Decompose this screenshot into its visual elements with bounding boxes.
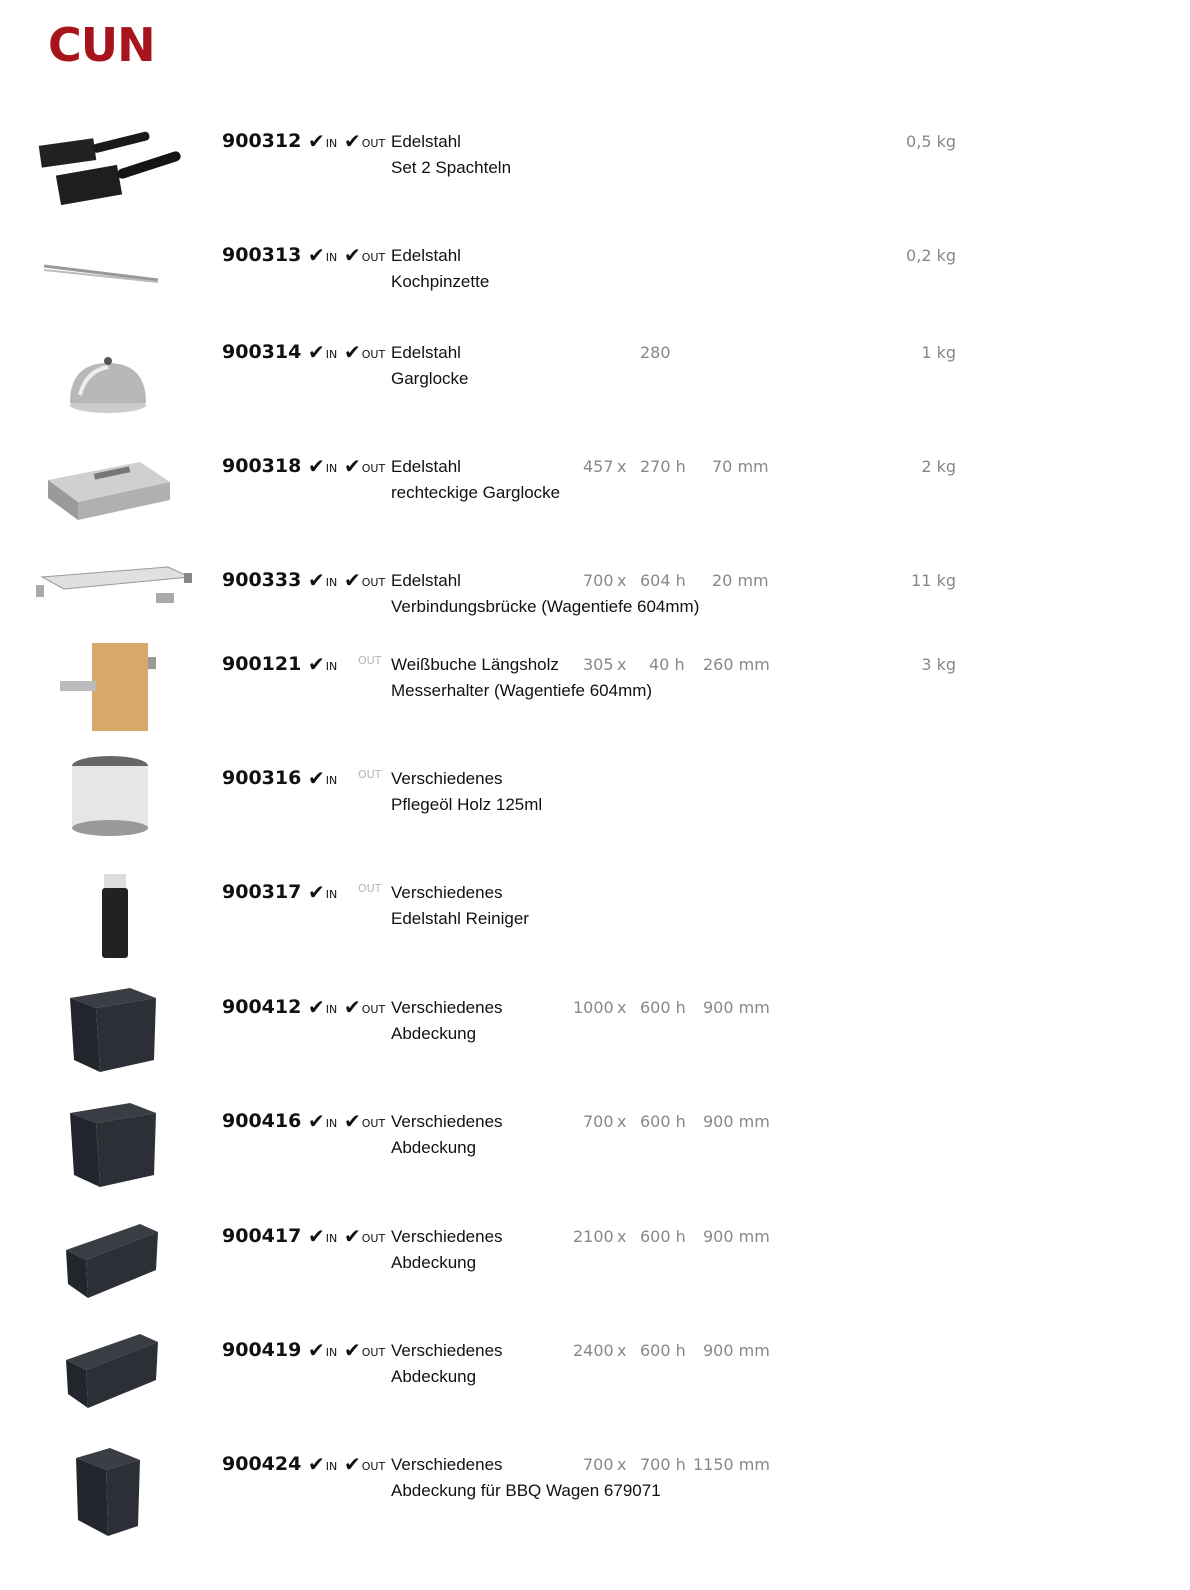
in-label: IN — [325, 1460, 338, 1473]
product-code: 900314 — [222, 341, 302, 363]
dimension-height: 40 h — [649, 655, 685, 674]
dimension-x: x — [617, 1341, 627, 1360]
in-label: IN — [325, 1232, 338, 1245]
in-flag — [308, 880, 338, 904]
dimension-x: x — [617, 1227, 627, 1246]
description: rechteckige Garglocke — [391, 483, 561, 502]
check-icon: ✔ — [344, 1452, 361, 1476]
weight: 0,5 kg — [906, 132, 956, 151]
in-flag — [308, 568, 338, 592]
material: Verschiedenes — [391, 1227, 503, 1246]
material: Verschiedenes — [391, 998, 503, 1017]
check-icon: ✔ — [344, 340, 361, 364]
dimension-width: 2100 — [573, 1227, 614, 1246]
description: Messerhalter (Wagentiefe 604mm) — [391, 681, 653, 700]
material: Edelstahl — [391, 132, 461, 151]
in-flag — [308, 652, 338, 676]
in-label: IN — [325, 1003, 338, 1016]
out-label: OUT — [361, 1346, 386, 1359]
in-label: IN — [325, 1117, 338, 1130]
out-flag — [357, 769, 381, 781]
product-image — [30, 870, 200, 970]
in-flag — [308, 340, 338, 364]
in-flag — [308, 243, 338, 267]
check-icon: ✔ — [308, 1338, 325, 1362]
check-icon: ✔ — [308, 995, 325, 1019]
in-label: IN — [325, 660, 338, 673]
out-label: OUT — [361, 348, 386, 361]
dimension-depth: 900 mm — [703, 1341, 770, 1360]
product-row — [0, 994, 1190, 1104]
out-label: OUT — [358, 768, 382, 781]
product-code: 900333 — [222, 569, 302, 591]
check-icon: ✔ — [344, 129, 361, 153]
out-flag — [344, 568, 386, 592]
in-flag — [308, 454, 338, 478]
product-row — [0, 128, 1190, 238]
dimension-depth: 1150 mm — [693, 1455, 770, 1474]
product-image — [30, 1210, 200, 1310]
material: Edelstahl — [391, 246, 461, 265]
out-label: OUT — [361, 1003, 386, 1016]
out-flag — [357, 883, 381, 895]
product-image — [30, 440, 200, 540]
check-icon: ✔ — [344, 1109, 361, 1133]
dimension-x: x — [617, 1112, 627, 1131]
in-flag — [308, 1452, 338, 1476]
check-icon: ✔ — [344, 995, 361, 1019]
dimension-width: 700 — [583, 1112, 614, 1131]
description: Abdeckung für BBQ Wagen 679071 — [391, 1481, 661, 1500]
in-flag — [308, 1338, 338, 1362]
out-label: OUT — [358, 654, 382, 667]
dimension-height: 600 h — [640, 1227, 686, 1246]
check-icon: ✔ — [344, 243, 361, 267]
product-row — [0, 651, 1190, 761]
check-icon: ✔ — [344, 1338, 361, 1362]
product-code: 900416 — [222, 1110, 302, 1132]
product-code: 900316 — [222, 767, 302, 789]
product-code: 900417 — [222, 1225, 302, 1247]
product-image — [30, 230, 200, 330]
dimension-depth: 20 mm — [712, 571, 769, 590]
product-row — [0, 1337, 1190, 1447]
dimension-depth: 900 mm — [703, 998, 770, 1017]
description: Pflegeöl Holz 125ml — [391, 795, 543, 814]
weight: 2 kg — [921, 457, 956, 476]
description: Abdeckung — [391, 1024, 477, 1043]
product-image — [30, 635, 200, 735]
product-image — [30, 1320, 200, 1420]
check-icon: ✔ — [308, 1109, 325, 1133]
out-flag — [344, 995, 386, 1019]
dimension-width: 1000 — [573, 998, 614, 1017]
weight: 1 kg — [921, 343, 956, 362]
product-image — [30, 1440, 200, 1540]
dimension-height: 600 h — [640, 1341, 686, 1360]
out-label: OUT — [361, 1460, 386, 1473]
dimension-depth: 70 mm — [712, 457, 769, 476]
out-label: OUT — [361, 1232, 386, 1245]
material: Verschiedenes — [391, 1455, 503, 1474]
product-image — [30, 980, 200, 1080]
weight: 0,2 kg — [906, 246, 956, 265]
dimension-height: 604 h — [640, 571, 686, 590]
description: Abdeckung — [391, 1367, 477, 1386]
in-label: IN — [325, 348, 338, 361]
check-icon: ✔ — [344, 1224, 361, 1248]
in-label: IN — [325, 576, 338, 589]
check-icon: ✔ — [308, 880, 325, 904]
dimension-height: 280 — [640, 343, 671, 362]
product-code: 900312 — [222, 130, 302, 152]
out-label: OUT — [361, 251, 386, 264]
description: Edelstahl Reiniger — [391, 909, 529, 928]
dimension-x: x — [617, 457, 627, 476]
description: Garglocke — [391, 369, 469, 388]
weight: 11 kg — [911, 571, 956, 590]
product-code: 900313 — [222, 244, 302, 266]
product-row — [0, 879, 1190, 989]
dimension-width: 2400 — [573, 1341, 614, 1360]
description: Abdeckung — [391, 1138, 477, 1157]
brand-logo: CUN — [48, 18, 155, 72]
dimension-x: x — [617, 1455, 627, 1474]
in-flag — [308, 995, 338, 1019]
product-row — [0, 1451, 1190, 1561]
out-flag — [357, 655, 381, 667]
check-icon: ✔ — [308, 1224, 325, 1248]
check-icon: ✔ — [308, 340, 325, 364]
product-code: 900317 — [222, 881, 302, 903]
in-label: IN — [325, 888, 338, 901]
out-flag — [344, 454, 386, 478]
description: Verbindungsbrücke (Wagentiefe 604mm) — [391, 597, 700, 616]
product-row — [0, 339, 1190, 449]
material: Edelstahl — [391, 457, 461, 476]
product-row — [0, 1223, 1190, 1333]
product-row — [0, 765, 1190, 875]
dimension-depth: 900 mm — [703, 1227, 770, 1246]
product-code: 900419 — [222, 1339, 302, 1361]
in-label: IN — [325, 1346, 338, 1359]
check-icon: ✔ — [308, 652, 325, 676]
product-code: 900318 — [222, 455, 302, 477]
check-icon: ✔ — [308, 454, 325, 478]
in-flag — [308, 766, 338, 790]
out-label: OUT — [361, 576, 386, 589]
material: Edelstahl — [391, 571, 461, 590]
in-label: IN — [325, 251, 338, 264]
out-flag — [344, 1338, 386, 1362]
out-flag — [344, 129, 386, 153]
check-icon: ✔ — [308, 243, 325, 267]
out-label: OUT — [361, 137, 386, 150]
check-icon: ✔ — [308, 129, 325, 153]
out-label: OUT — [361, 1117, 386, 1130]
material: Verschiedenes — [391, 1341, 503, 1360]
dimension-width: 700 — [583, 571, 614, 590]
dimension-width: 457 — [583, 457, 614, 476]
material: Verschiedenes — [391, 769, 503, 788]
in-flag — [308, 1224, 338, 1248]
material: Verschiedenes — [391, 883, 503, 902]
product-image — [30, 120, 200, 220]
dimension-width: 305 — [583, 655, 614, 674]
check-icon: ✔ — [308, 568, 325, 592]
product-code: 900424 — [222, 1453, 302, 1475]
out-label: OUT — [361, 462, 386, 475]
check-icon: ✔ — [344, 454, 361, 478]
dimension-height: 600 h — [640, 1112, 686, 1131]
out-flag — [344, 1109, 386, 1133]
out-flag — [344, 1224, 386, 1248]
description: Set 2 Spachteln — [391, 158, 512, 177]
out-flag — [344, 1452, 386, 1476]
out-flag — [344, 340, 386, 364]
out-flag — [344, 243, 386, 267]
check-icon: ✔ — [308, 766, 325, 790]
in-label: IN — [325, 462, 338, 475]
check-icon: ✔ — [344, 568, 361, 592]
material: Weißbuche Längsholz — [391, 655, 559, 674]
dimension-x: x — [617, 655, 627, 674]
in-flag — [308, 129, 338, 153]
in-label: IN — [325, 774, 338, 787]
product-image — [30, 335, 200, 435]
material: Verschiedenes — [391, 1112, 503, 1131]
description: Kochpinzette — [391, 272, 490, 291]
product-row — [0, 1108, 1190, 1218]
description: Abdeckung — [391, 1253, 477, 1272]
in-label: IN — [325, 137, 338, 150]
dimension-height: 600 h — [640, 998, 686, 1017]
dimension-height: 700 h — [640, 1455, 686, 1474]
material: Edelstahl — [391, 343, 461, 362]
check-icon: ✔ — [308, 1452, 325, 1476]
product-code: 900412 — [222, 996, 302, 1018]
product-row — [0, 453, 1190, 563]
dimension-x: x — [617, 571, 627, 590]
product-image — [30, 750, 200, 850]
weight: 3 kg — [921, 655, 956, 674]
product-code: 900121 — [222, 653, 302, 675]
in-flag — [308, 1109, 338, 1133]
dimension-width: 700 — [583, 1455, 614, 1474]
dimension-depth: 260 mm — [703, 655, 770, 674]
dimension-depth: 900 mm — [703, 1112, 770, 1131]
out-label: OUT — [358, 882, 382, 895]
product-image — [30, 1095, 200, 1195]
dimension-height: 270 h — [640, 457, 686, 476]
dimension-x: x — [617, 998, 627, 1017]
